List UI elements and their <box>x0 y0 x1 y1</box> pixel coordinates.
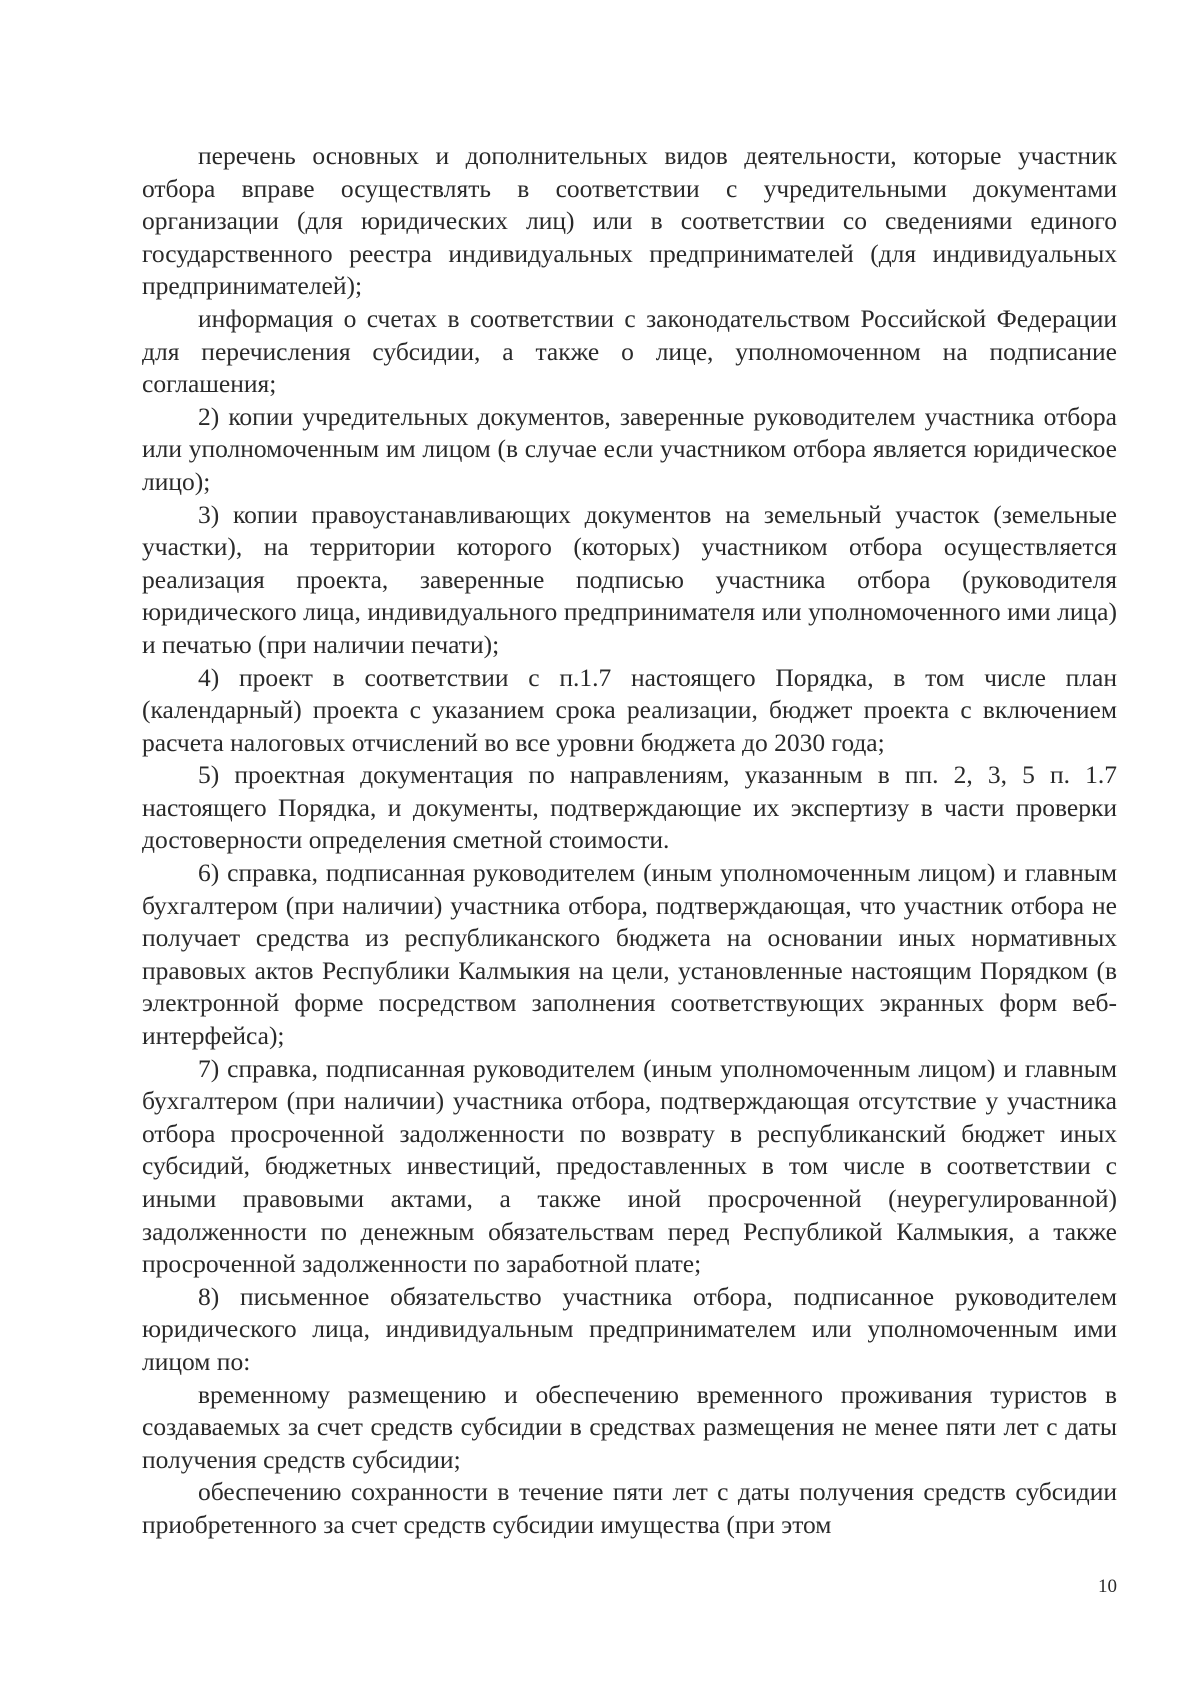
paragraph-item-2: 2) копии учредительных документов, заверенные руководителем участника отбора или уполномоченным им лицом (в случае если участником отбора является юридическое лицо); <box>142 401 1117 496</box>
paragraph-item-3: 3) копии правоустанавливающих документов на земельный участок (земельные участки), на территории которого (которых) участником отбора осуществляется реализация проекта, заверенные подписью участника отбора (руководителя юридического лица, индивидуального предпринимателя или уполномоченного ими лица) и печатью (при наличии печати); <box>142 499 1117 659</box>
paragraph-property-preservation: обеспечению сохранности в течение пяти лет с даты получения средств субсидии приобретенного за счет средств субсидии имущества (при этом <box>142 1477 1117 1539</box>
paragraph-item-8: 8) письменное обязательство участника отбора, подписанное руководителем юридического лица, индивидуальным предпринимателем или уполномоченным ими лицом по: <box>142 1281 1117 1376</box>
paragraph-item-5: 5) проектная документация по направлениям, указанным в пп. 2, 3, 5 п. 1.7 настоящего Порядка, и документы, подтверждающие их экспертизу в части проверки достоверности определения сметной стоимости. <box>142 760 1117 855</box>
paragraph-tourist-accommodation: временному размещению и обеспечению временного проживания туристов в создаваемых за счет средств субсидии в средствах размещения не менее пяти лет с даты получения средств субсидии; <box>142 1379 1117 1474</box>
paragraph-activities-list: перечень основных и дополнительных видов деятельности, которые участник отбора вправе осуществлять в соответствии с учредительными документами организации (для юридических лиц) или в соответствии со сведениями единого государственного реестра индивидуальных предпринимателей (для индивидуальных предпринимателей); <box>142 141 1117 301</box>
paragraph-bank-accounts: информация о счетах в соответствии с законодательством Российской Федерации для перечисления субсидии, а также о лице, уполномоченном на подписание соглашения; <box>142 303 1117 399</box>
paragraph-item-6: 6) справка, подписанная руководителем (иным уполномоченным лицом) и главным бухгалтером (при наличии) участника отбора, подтверждающая, что участник отбора не получает средства из республиканского бюджета на основании иных нормативных правовых актов Республики Калмыкия на цели, установленные настоящим Порядком (в электронной форме посредством заполнения соответствующих экранных форм веб-интерфейса); <box>142 858 1117 1051</box>
paragraph-item-7: 7) справка, подписанная руководителем (иным уполномоченным лицом) и главным бухгалтером (при наличии) участника отбора, подтверждающая отсутствие у участника отбора просроченной задолженности по возврату в республиканский бюджет иных субсидий, бюджетных инвестиций, предоставленных в том числе в соответствии с иными правовыми актами, а также иной просроченной (неурегулированной) задолженности по денежным обязательствам перед Республикой Калмыкия, а также просроченной задолженности по заработной плате; <box>142 1053 1117 1279</box>
document-body <box>142 140 1117 1542</box>
page-number: 10 <box>1098 1576 1117 1597</box>
paragraph-item-4: 4) проект в соответствии с п.1.7 настоящего Порядка, в том числе план (календарный) проекта с указанием срока реализации, бюджет проекта с включением расчета налоговых отчислений во все уровни бюджета до 2030 года; <box>142 662 1117 757</box>
